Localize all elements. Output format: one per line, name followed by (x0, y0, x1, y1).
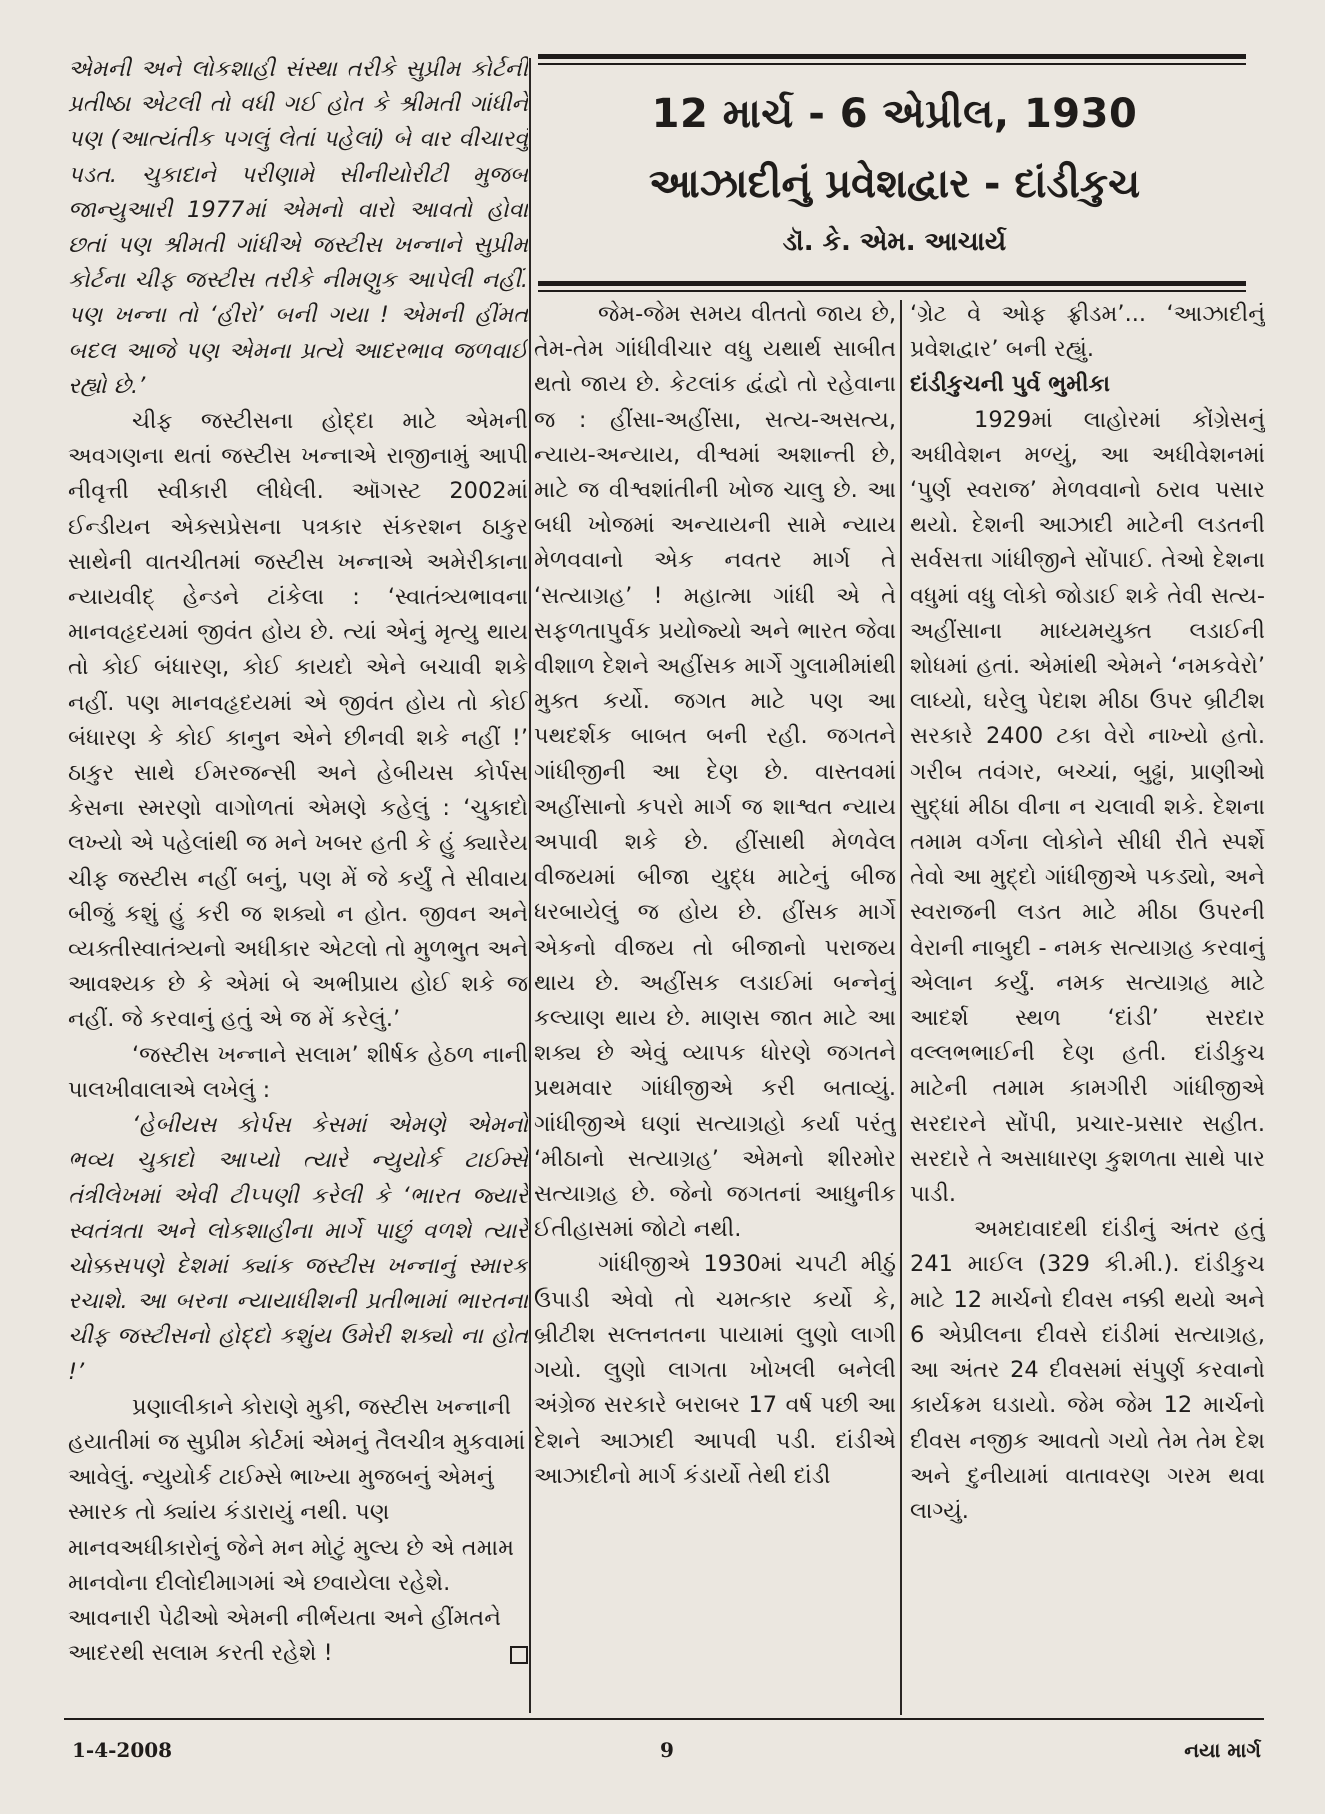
paragraph: ‘જસ્ટીસ ખન્નાને સલામ’ શીર્ષક હેઠળ નાની પાલખીવાલાએ લખેલું : (68, 1041, 528, 1103)
title-bottom-rule-thin (538, 290, 1246, 292)
left-column (68, 52, 528, 1717)
paragraph: 1929માં લાહોરમાં કોંગ્રેસનું અધીવેશન મળ્યું, આ અધીવેશનમાં ‘પુર્ણ સ્વરાજ’ મેળવવાનો ઠરાવ પસાર થયો. દેશની આઝાદી માટેની લડતની સર્વસત્તા ગાંધીજીને સોંપાઈ. તેઓ દેશના વધુમાં વધુ લોકો જોડાઈ શકે તેવી સત્ય-અહીંસાના માધ્યમયુક્ત લડાઈની શોધમાં હતાં. એમાંથી એમને ‘નમકવેરો’ લાધ્યો, ઘરેલુ પેદાશ મીઠા ઉપર બ્રીટીશ સરકારે 2400 ટકા વેરો નાખ્યો હતો. ગરીબ તવંગર, બચ્ચાં, બુઢ્ઢાં, પ્રાણીઓ સુદ્ધાં મીઠા વીના ન ચલાવી શકે. દેશના તમામ વર્ગના લોકોને સીધી રીતે સ્પર્શે તેવો આ મુદ્દો ગાંધીજીએ પકડ્યો, અને સ્વરાજની લડત માટે મીઠા ઉપરની વેરાની નાબુદી - નમક સત્યાગ્રહ કરવાનું એલાન કર્યું. નમક સત્યાગ્રહ માટે આદર્શ સ્થળ ‘દાંડી’ સરદાર વલ્લભભાઈની દેણ હતી. દાંડીકુચ માટેની તમામ કામગીરી ગાંધીજીએ સરદારને સોંપી, પ્રચાર-પ્રસાર સહીત. સરદારે તે અસાધારણ કુશળતા સાથે પાર પાડી. (910, 406, 1265, 1208)
column-divider (529, 58, 531, 1713)
article-title: આઝાદીનું પ્રવેશદ્વાર - દાંડીકુચ (648, 161, 1141, 207)
article-header (538, 55, 1251, 291)
section-subheading: દાંડીકુચની પુર્વ ભુમીકા (910, 371, 1110, 398)
right-column (910, 297, 1265, 1717)
paragraph: ગાંધીજીએ 1930માં ચપટી મીઠું ઉપાડી એવો તો ચમત્કાર કર્યો કે, બ્રીટીશ સલ્તનતના પાયામાં લુણો લાગી ગયો. લુણો લાગતા ખોખલી બનેલી અંગ્રેજ સરકારે બરાબર 17 વર્ષ પછી આ દેશને આઝાદી આપવી પડી. દાંડીએ આઝાદીનો માર્ગ કંડાર્યો તેથી દાંડી (534, 1251, 896, 1489)
footer-rule (64, 1718, 1264, 1720)
publication-name: નયા માર્ગ (1184, 1738, 1261, 1762)
paragraph: ચીફ જસ્ટીસના હોદ્દા માટે એમની અવગણના થતાં જસ્ટીસ ખન્નાએ રાજીનામું આપી નીવૃત્તી સ્વીકારી લીધેલી. ઑગસ્ટ 2002માં ઈન્ડીયન એક્સપ્રેસના પત્રકાર સંકરશન ઠાકુર સાથેની વાતચીતમાં જસ્ટીસ ખન્નાએ અમેરીકાના ન્યાયવીદ્ હેન્ડને ટાંકેલા : ‘સ્વાતંત્ર્યભાવના માનવહૃદયમાં જીવંત હોય છે. ત્યાં એનું મૃત્યુ થાય તો કોઈ બંધારણ, કોઈ કાયદો એને બચાવી શકે નહીં. પણ માનવહૃદયમાં એ જીવંત હોય તો કોઈ બંધારણ કે કોઈ કાનુન એને છીનવી શકે નહીં !’ ઠાકુર સાથે ઈમરજન્સી અને હેબીયસ કોર્પસ કેસના સ્મરણો વાગોળતાં એમણે કહેલું : ‘ચુકાદો લખ્યો એ પહેલાંથી જ મને ખબર હતી કે હું ક્યારેય ચીફ જસ્ટીસ નહીં બનું, પણ મેં જે કર્યું તે સીવાય બીજું કશું હું કરી જ શક્યો ન હોત. જીવન અને વ્યક્તીસ્વાતંત્ર્યનો અધીકાર એટલો તો મુળભુત અને આવશ્યક છે કે એમાં બે અભીપ્રાય હોઈ શકે જ નહીં. જે કરવાનું હતું એ જ મેં કરેલું.’ (68, 408, 528, 1033)
issue-date: 1-4-2008 (72, 1738, 173, 1762)
author-byline: ડૉ. કે. એમ. આચાર્ય (782, 227, 1007, 257)
paragraph: અમદાવાદથી દાંડીનું અંતર હતું 241 માઈલ (329 કી.મી.). દાંડીકુચ માટે 12 માર્ચનો દીવસ નક્કી થયો અને 6 એપ્રીલના દીવસે દાંડીમાં સત્યાગ્રહ, આ અંતર 24 દીવસમાં સંપુર્ણ કરવાનો કાર્યક્રમ ઘડાયો. જેમ જેમ 12 માર્ચનો દીવસ નજીક આવતો ગયો તેમ તેમ દેશ અને દુનીયામાં વાતાવરણ ગરમ થવા લાગ્યું. (910, 1216, 1265, 1524)
quote-paragraph: ‘હેબીયસ કોર્પસ કેસમાં એમણે એમનો ભવ્ય ચુકાદો આપ્યો ત્યારે ન્યુયોર્ક ટાઈમ્સે તંત્રીલેખમાં એવી ટીપ્પણી કરેલી કે ‘ભારત જ્યારે સ્વતંત્રતા અને લોકશાહીના માર્ગે પાછું વળશે ત્યારે ચોક્કસપણે દેશમાં ક્યાંક જસ્ટીસ ખન્નાનું સ્મારક રચાશે. આ બરના ન્યાયાધીશની પ્રતીભામાં ભારતના ચીફ જસ્ટીસનો હોદ્દો કશુંય ઉમેરી શક્યો ના હોત !’ (68, 1112, 528, 1385)
end-mark-icon (510, 1646, 528, 1664)
paragraph: જેમ-જેમ સમય વીતતો જાય છે, તેમ-તેમ ગાંધીવીચાર વધુ યથાર્થ સાબીત થતો જાય છે. કેટલાંક દ્વંદ્વો તો રહેવાના જ : હીંસા-અહીંસા, સત્ય-અસત્ય, ન્યાય-અન્યાય, વીશ્વમાં અશાન્તી છે, માટે જ વીશ્વશાંતીની ખોજ ચાલુ છે. આ બધી ખોજમાં અન્યાયની સામે ન્યાય મેળવવાનો એક નવતર માર્ગ તે ‘સત્યાગ્રહ’ ! મહાત્મા ગાંધી એ તે સફળતાપુર્વક પ્રયોજ્યો અને ભારત જેવા વીશાળ દેશને અહીંસક માર્ગે ગુલામીમાંથી મુક્ત કર્યો. જગત માટે પણ આ પથદર્શક બાબત બની રહી. જગતને ગાંધીજીની આ દેણ છે. વાસ્તવમાં અહીંસાનો કપરો માર્ગ જ શાશ્વત ન્યાય અપાવી શકે છે. હીંસાથી મેળવેલ વીજયમાં બીજા યુદ્ધ માટેનું બીજ ધરબાયેલું જ હોય છે. હીંસક માર્ગે એકનો વીજય તો બીજાનો પરાજય થાય છે. અહીંસક લડાઈમાં બન્નેનું કલ્યાણ થાય છે. માણસ જાત માટે આ શક્ય છે એવું વ્યાપક ધોરણે જગતને પ્રથમવાર ગાંધીજીએ કરી બતાવ્યું. ગાંધીજીએ ઘણાં સત્યાગ્રહો કર્યા પરંતુ ‘મીઠાનો સત્યાગ્રહ’ એમનો શીરમોર સત્યાગ્રહ છે. જેનો જગતનાં આધુનીક ઈતીહાસમાં જોટો નથી. (534, 301, 896, 1243)
middle-column (534, 297, 896, 1717)
date-range-heading: 12 માર્ચ - 6 એપ્રીલ, 1930 (651, 91, 1138, 137)
paragraph: ‘ગ્રેટ વે ઓફ ફ્રીડમ’... ‘આઝાદીનું પ્રવેશદ્વાર’ બની રહ્યું. (910, 301, 1265, 363)
paragraph: એમની અને લોકશાહી સંસ્થા તરીકે સુપ્રીમ કોર્ટની પ્રતીષ્ઠા એટલી તો વધી ગઈ હોત કે શ્રીમતી ગાંધીને પણ (આત્યંતીક પગલું લેતાં પહેલાં) બે વાર વીચારવું પડત. ચુકાદાને પરીણામે સીનીયોરીટી મુજબ જાન્યુઆરી 1977માં એમનો વારો આવતો હોવા છતાં પણ શ્રીમતી ગાંધીએ જસ્ટીસ ખન્નાને સુપ્રીમ કોર્ટના ચીફ જસ્ટીસ તરીકે નીમણુક આપેલી નહીં. પણ ખન્ના તો ‘હીરો’ બની ગયા ! એમની હીંમત બદલ આજે પણ એમના પ્રત્યે આદરભાવ જળવાઈ રહ્યો છે.’ (68, 56, 528, 399)
column-divider (900, 300, 902, 1715)
title-bottom-rule (538, 281, 1246, 286)
page-number: 9 (660, 1738, 674, 1762)
paragraph: પ્રણાલીકાને કોરાણે મુકી, જસ્ટીસ ખન્નાની હયાતીમાં જ સુપ્રીમ કોર્ટમાં એમનું તૈલચીત્ર મુકવામાં આવેલું. ન્યુયોર્ક ટાઈમ્સે ભાખ્યા મુજબનું એમનું સ્મારક તો ક્યાંય કંડારાયું નથી. પણ માનવઅધીકારોનું જેને મન મોટું મુલ્ય છે એ તમામ માનવોના દીલોદીમાગમાં એ છવાયેલા રહેશે. આવનારી પેઢીઓ એમની નીર્ભયતા અને હીંમતને આદરથી સલામ કરતી રહેશે ! (68, 1390, 528, 1672)
